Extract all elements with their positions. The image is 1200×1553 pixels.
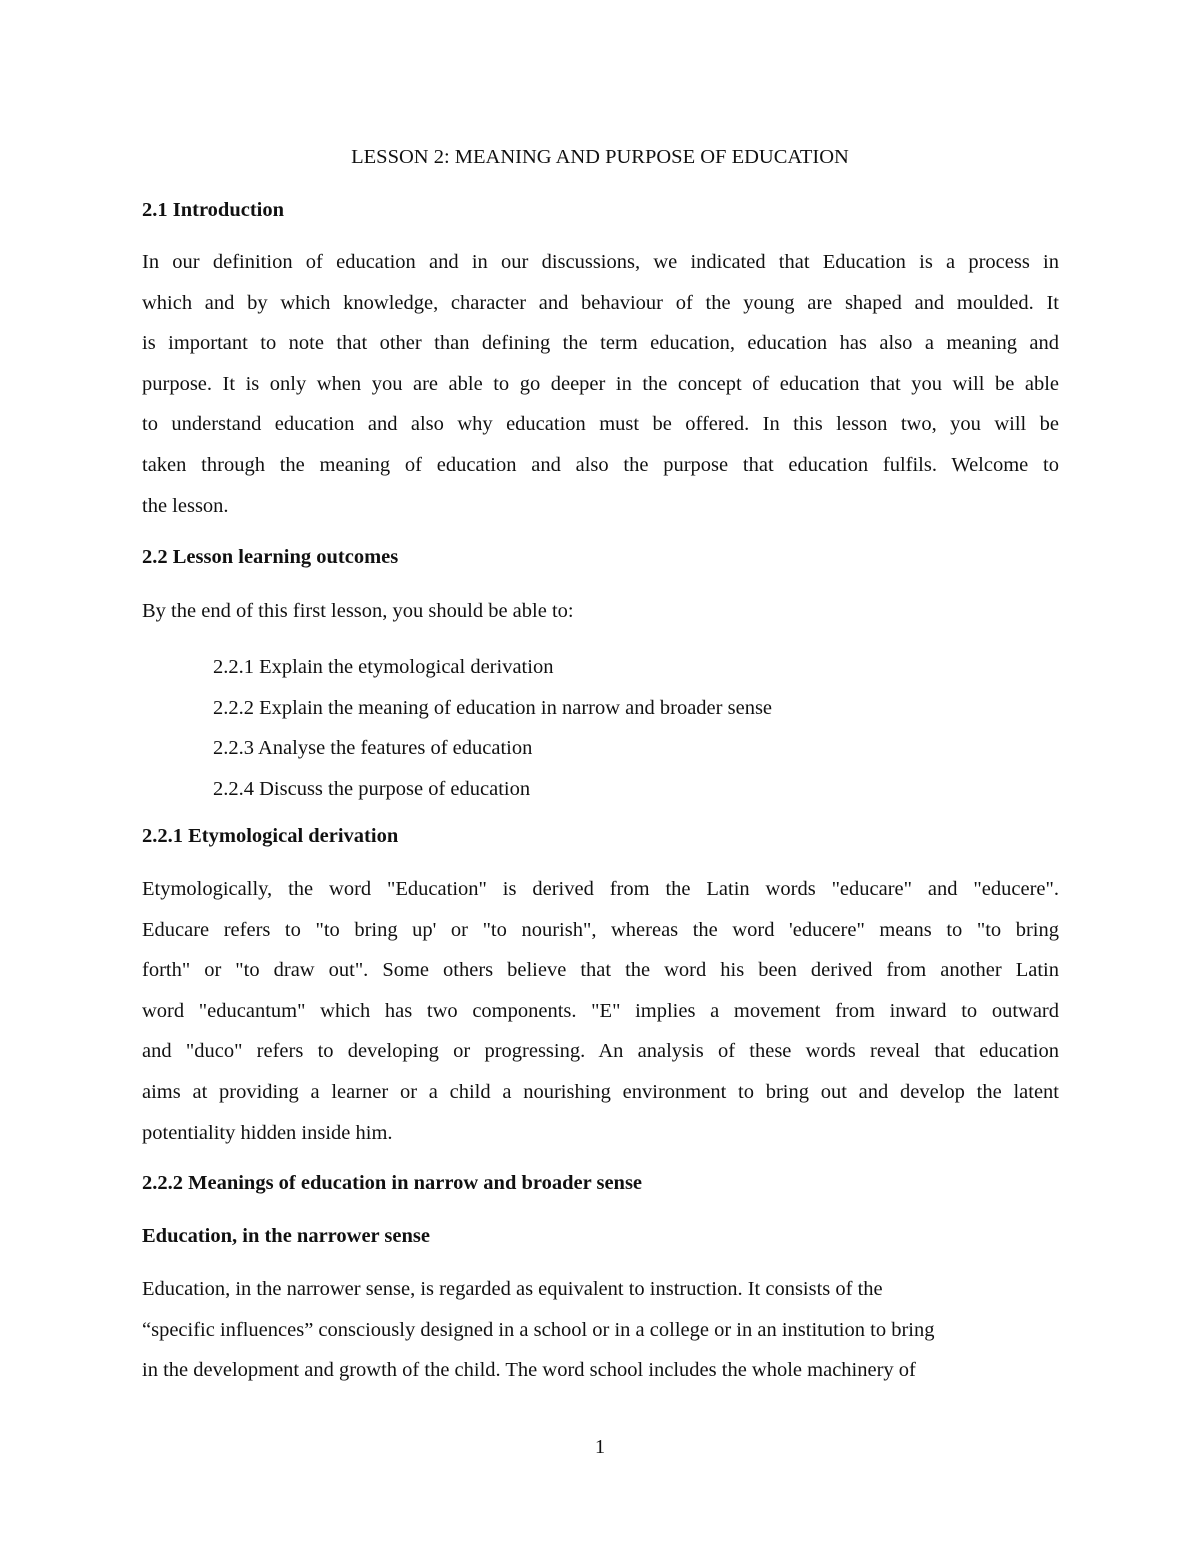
text-line: and "duco" refers to developing or progressing. An analysis of these words reveal that education (142, 1040, 1059, 1063)
text-line: to understand education and also why education must be offered. In this lesson two, you will be (142, 413, 1059, 436)
page-title: LESSON 2: MEANING AND PURPOSE OF EDUCATION (351, 146, 849, 168)
subheading-narrower-sense: Education, in the narrower sense (142, 1225, 430, 1247)
paragraph-etymology (142, 869, 1059, 1153)
text-line: in the development and growth of the child. The word school includes the whole machinery of (142, 1359, 916, 1382)
list-item: 2.2.4 Discuss the purpose of education (213, 777, 531, 800)
outcomes-list (213, 647, 772, 809)
section-heading-introduction: 2.1 Introduction (142, 199, 285, 221)
section-heading-meanings: 2.2.2 Meanings of education in narrow and broader sense (142, 1172, 643, 1194)
text-line: Education, in the narrower sense, is regarded as equivalent to instruction. It consists of the (142, 1278, 883, 1300)
text-line: forth" or "to draw out". Some others believe that the word his been derived from another Latin (142, 959, 1059, 982)
section-heading-learning-outcomes: 2.2 Lesson learning outcomes (142, 546, 399, 568)
list-item: 2.2.2 Explain the meaning of education in narrow and broader sense (213, 696, 773, 719)
paragraph-introduction (142, 242, 1059, 526)
text-line: Etymologically, the word "Education" is derived from the Latin words "educare" and "educere". (142, 878, 1059, 900)
text-line: Educare refers to "to bring up' or "to nourish", whereas the word 'educere" means to "to bring (142, 918, 1059, 941)
text-line: purpose. It is only when you are able to go deeper in the concept of education that you will be able (142, 372, 1059, 395)
list-item: 2.2.3 Analyse the features of education (213, 737, 533, 760)
text-line: potentiality hidden inside him. (142, 1121, 393, 1144)
outcomes-lead-text: By the end of this first lesson, you should be able to: (142, 600, 574, 622)
page-number: 1 (594, 1436, 606, 1458)
text-line: the lesson. (142, 494, 229, 517)
text-line: aims at providing a learner or a child a nourishing environment to bring out and develop the latent (142, 1080, 1059, 1103)
text-line: In our definition of education and in our discussions, we indicated that Education is a process in (142, 251, 1059, 273)
paragraph-narrower-sense (142, 1269, 1059, 1391)
text-line: taken through the meaning of education and also the purpose that education fulfils. Welcome to (142, 453, 1059, 476)
text-line: which and by which knowledge, character and behaviour of the young are shaped and moulded. It (142, 291, 1059, 314)
text-line: is important to note that other than defining the term education, education has also a meaning and (142, 332, 1059, 355)
text-line: “specific influences” consciously designed in a school or in a college or in an institution to bring (142, 1318, 935, 1341)
text-line: word "educantum" which has two components. "E" implies a movement from inward to outward (142, 999, 1059, 1022)
section-heading-etymology: 2.2.1 Etymological derivation (142, 825, 399, 847)
list-item: 2.2.1 Explain the etymological derivation (213, 656, 554, 678)
